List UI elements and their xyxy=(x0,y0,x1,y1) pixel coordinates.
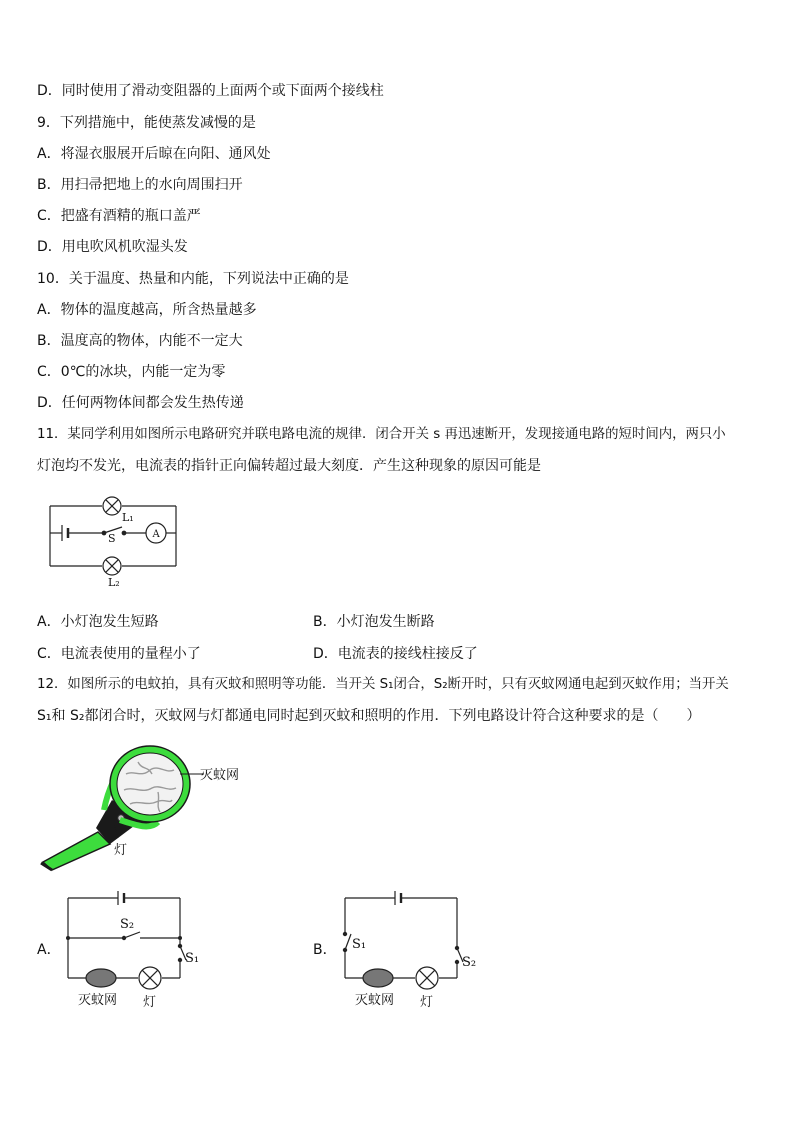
q9-option-d: D．用电吹风机吹湿头发 xyxy=(37,239,188,255)
label-lamp: 灯 xyxy=(114,843,128,858)
lamp-icon-a xyxy=(139,967,161,989)
q11-stem-line1: 11．某同学利用如图所示电路研究并联电路电流的规律．闭合开关 s 再迅速断开，发现接通电路的短时间内，两只小 xyxy=(37,427,726,442)
q10-option-d: D．任何两物体间都会发生热传递 xyxy=(37,395,244,411)
label-l2: L₂ xyxy=(108,576,120,589)
label-l1: L₁ xyxy=(122,511,134,524)
q12-option-b-label: B． xyxy=(313,942,337,958)
q12-stem-line2: S₁和 S₂都闭合时，灭蚊网与灯都通电同时起到灭蚊和照明的作用．下列电路设计符合这种要求的是（ ） xyxy=(37,708,701,724)
q9-stem: 9．下列措施中，能使蒸发减慢的是 xyxy=(37,115,256,131)
lamp-icon-b xyxy=(416,967,438,989)
q9-option-c: C．把盛有酒精的瓶口盖严 xyxy=(37,208,201,224)
q10-option-a: A．物体的温度越高，所含热量越多 xyxy=(37,302,257,318)
label-s1-a: S₁ xyxy=(185,951,200,966)
q9-option-b: B．用扫帚把地上的水向周围扫开 xyxy=(37,177,243,193)
label-net: 灭蚊网 xyxy=(200,768,240,783)
q11-circuit-diagram xyxy=(40,490,190,590)
lamp-l1-icon xyxy=(103,497,121,515)
q11-option-a: A．小灯泡发生短路 xyxy=(37,614,159,630)
label-lamp-a: 灯 xyxy=(143,995,157,1010)
q11-option-b: B．小灯泡发生断路 xyxy=(313,614,435,630)
q12-circuit-a xyxy=(58,882,218,1012)
lamp-l2-icon xyxy=(103,557,121,575)
label-net-b: 灭蚊网 xyxy=(355,993,395,1008)
q12-stem-line1: 12．如图所示的电蚊拍，具有灭蚊和照明等功能．当开关 S₁闭合，S₂断开时，只有灭蚊网通电起到灭蚊作用；当开关 xyxy=(37,677,729,692)
label-s1-b: S₁ xyxy=(352,937,367,952)
q10-option-b: B．温度高的物体，内能不一定大 xyxy=(37,333,243,349)
mosquito-racket-picture xyxy=(38,740,268,875)
q11-option-c: C．电流表使用的量程小了 xyxy=(37,646,201,662)
label-s2-a: S₂ xyxy=(120,917,135,932)
label-s: S xyxy=(108,532,116,545)
q12-circuit-b xyxy=(335,882,495,1012)
q10-option-c: C．0℃的冰块，内能一定为零 xyxy=(37,364,226,380)
label-a: A xyxy=(152,529,160,540)
q12-option-a-label: A． xyxy=(37,942,61,958)
q9-option-a: A．将湿衣服展开后晾在向阳、通风处 xyxy=(37,146,271,162)
net-icon-a xyxy=(86,969,116,987)
q10-stem: 10．关于温度、热量和内能，下列说法中正确的是 xyxy=(37,271,349,287)
q11-stem-line2: 灯泡均不发光，电流表的指针正向偏转超过最大刻度．产生这种现象的原因可能是 xyxy=(37,458,541,474)
q11-option-d: D．电流表的接线柱接反了 xyxy=(313,646,478,662)
label-lamp-b: 灯 xyxy=(420,995,434,1010)
label-net-a: 灭蚊网 xyxy=(78,993,118,1008)
q8-option-d: D．同时使用了滑动变阻器的上面两个或下面两个接线柱 xyxy=(37,83,384,99)
net-icon-b xyxy=(363,969,393,987)
label-s2-b: S₂ xyxy=(462,955,477,970)
